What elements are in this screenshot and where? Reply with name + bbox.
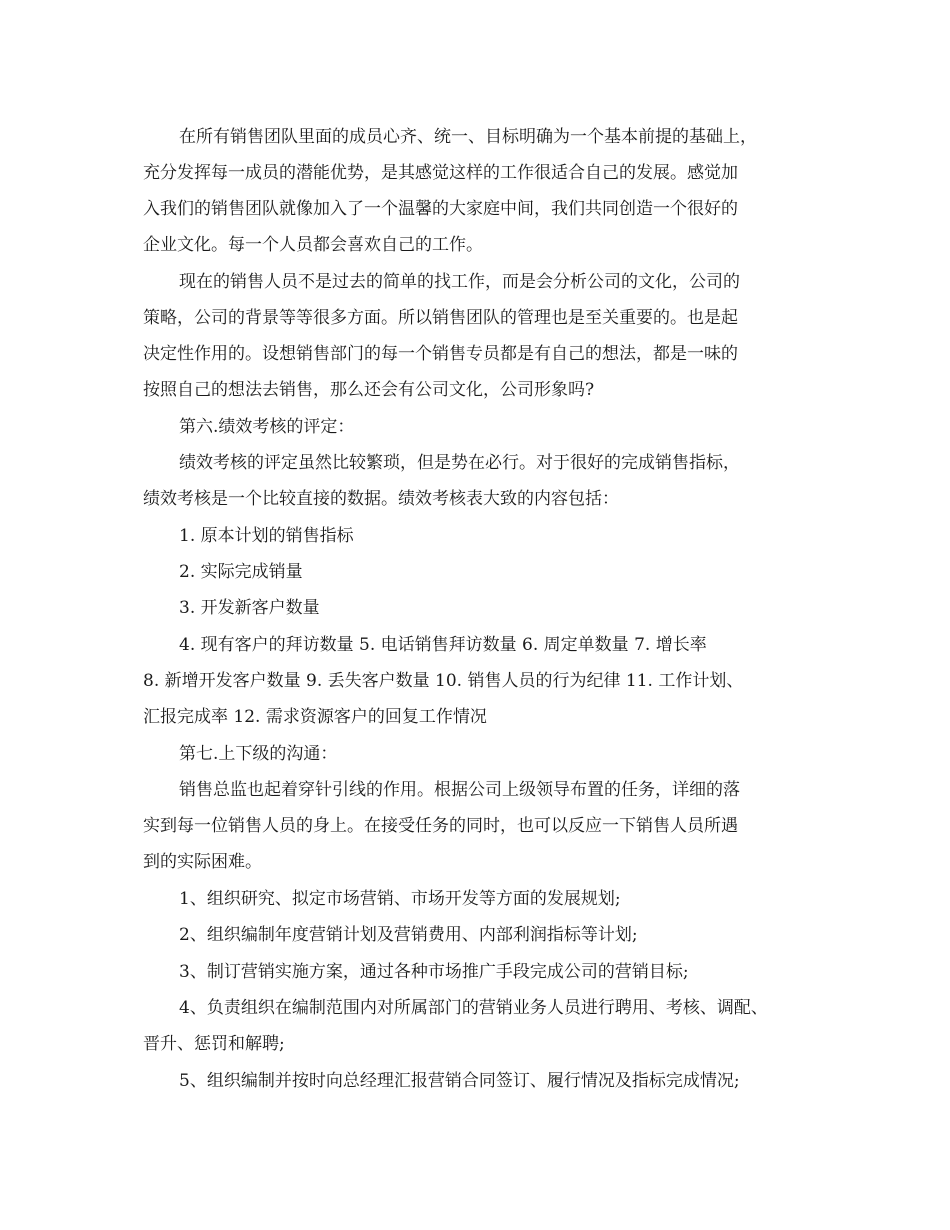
section-heading: 第七.上下级的沟通： — [179, 744, 338, 764]
list-item: 3. 开发新客户数量 — [179, 598, 320, 618]
list-item: 4. 现有客户的拜访数量 5. 电话销售拜访数量 6. 周定单数量 7. 增长率 — [179, 635, 707, 655]
paragraph-line: 策略，公司的背景等等很多方面。所以销售团队的管理也是至关重要的。也是起 — [143, 308, 738, 328]
list-item: 汇报完成率 12. 需求资源客户的回复工作情况 — [143, 707, 487, 727]
list-item: 4、负责组织在编制范围内对所属部门的营销业务人员进行聘用、考核、调配、 — [179, 998, 768, 1018]
list-item: 2、组织编制年度营销计划及营销费用、内部利润指标等计划; — [179, 925, 638, 945]
paragraph-line: 入我们的销售团队就像加入了一个温馨的大家庭中间，我们共同创造一个很好的 — [143, 199, 738, 219]
list-item: 1、组织研究、拟定市场营销、市场开发等方面的发展规划; — [179, 889, 621, 909]
paragraph-line: 到的实际困难。 — [143, 852, 262, 872]
list-item: 晋升、惩罚和解聘; — [143, 1034, 285, 1054]
paragraph-line: 充分发挥每一成员的潜能优势，是其感觉这样的工作很适合自己的发展。感觉加 — [143, 163, 738, 183]
paragraph-line: 销售总监也起着穿针引线的作用。根据公司上级领导布置的任务，详细的落 — [179, 780, 740, 800]
paragraph-line: 按照自己的想法去销售，那么还会有公司文化，公司形象吗? — [143, 380, 595, 400]
paragraph-line: 绩效考核的评定虽然比较繁琐，但是势在必行。对于很好的完成销售指标， — [179, 453, 740, 473]
list-item: 3、制订营销实施方案，通过各种市场推广手段完成公司的营销目标; — [179, 962, 689, 982]
list-item: 8. 新增开发客户数量 9. 丢失客户数量 10. 销售人员的行为纪律 11. 工作计划、 — [143, 671, 744, 691]
paragraph-line: 绩效考核是一个比较直接的数据。绩效考核表大致的内容包括： — [143, 489, 619, 509]
list-item: 5、组织编制并按时向总经理汇报营销合同签订、履行情况及指标完成情况; — [179, 1071, 740, 1091]
paragraph-line: 决定性作用的。设想销售部门的每一个销售专员都是有自己的想法，都是一味的 — [143, 344, 738, 364]
paragraph-line: 在所有销售团队里面的成员心齐、统一、目标明确为一个基本前提的基础上， — [179, 127, 757, 147]
paragraph-line: 实到每一位销售人员的身上。在接受任务的同时，也可以反应一下销售人员所遇 — [143, 816, 738, 836]
paragraph-line: 现在的销售人员不是过去的简单的找工作，而是会分析公司的文化，公司的 — [179, 272, 740, 292]
section-heading: 第六.绩效考核的评定： — [179, 417, 355, 437]
paragraph-line: 企业文化。每一个人员都会喜欢自己的工作。 — [143, 235, 483, 255]
list-item: 1. 原本计划的销售指标 — [179, 526, 354, 546]
list-item: 2. 实际完成销量 — [179, 562, 303, 582]
